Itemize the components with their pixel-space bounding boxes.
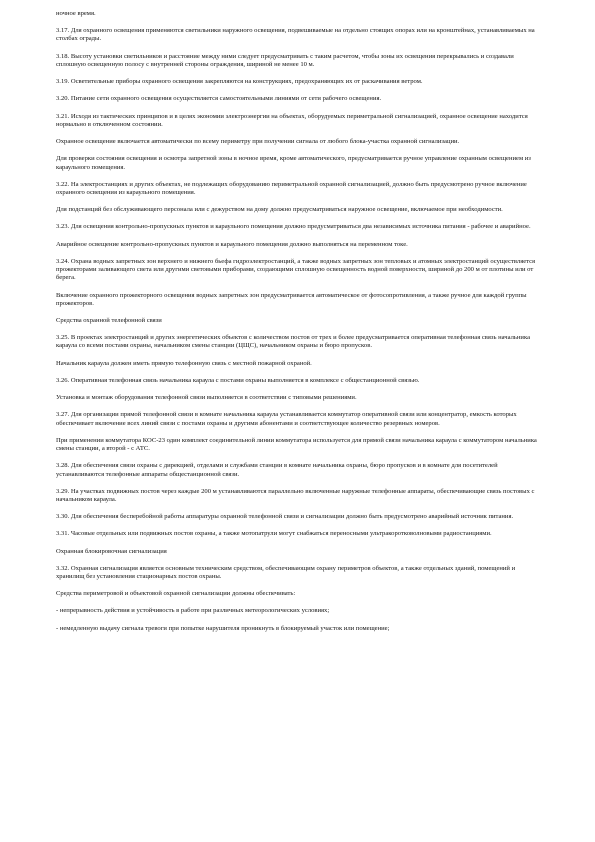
paragraph-3-29: 3.29. На участках подвижных постов через каждые 200 м устанавливаются параллельно включенные наружные телефонные аппараты, обеспечивающие связь постовых с начальником караула. bbox=[56, 487, 535, 503]
paragraph-3-24: 3.24. Охрана водных запретных зон верхнего и нижнего бьефа гидроэлектростанций, а также водных запретных зон тепловых и атомных электростанций осуществляется прожекторами заливающего света или другими световыми приборами, создающими сплошную освещенность водной поверхности, шириной до 200 м от плотины или от берега. bbox=[56, 257, 536, 282]
section-heading-alarm: Охранная блокировочная сигнализация bbox=[56, 547, 167, 555]
paragraph-3-32: 3.32. Охранная сигнализация является основным техническим средством, обеспечивающим охрану периметров объектов, а также отдельных зданий, помещений и хранилищ без установления стационарных постов охраны. bbox=[56, 564, 516, 581]
paragraph-3-22: 3.22. На электростанциях и других объектах, не подлежащих оборудованию периметральной охранной сигнализацией, должно быть предусмотрено ручное включение охранного освещения из караульного помещения. bbox=[56, 180, 527, 196]
paragraph-kos-23: При применении коммутатора КОС-23 один комплект соединительной линии коммутатора используется для прямой связи начальника караула с коммутатором начальника смены станции, а второй - с АТС. bbox=[56, 436, 537, 453]
list-item: - немедленную выдачу сигнала тревоги при попытке нарушителя проникнуть в блокируемый участок или помещение; bbox=[56, 624, 390, 632]
paragraph-installation: Установка и монтаж оборудования телефонной связи выполняется в соответствии с типовыми решениями. bbox=[56, 394, 357, 402]
paragraph-manual-control: Для проверки состояния освещения и осмотра запретной зоны в ночное время, кроме автоматического, предусматривается ручное управление охранным освещением из караульного помещения. bbox=[56, 155, 531, 171]
paragraph-emergency-lighting: Аварийное освещение контрольно-пропускных пунктов и караульного помещения должно выполняться на переменном токе. bbox=[56, 240, 408, 248]
paragraph-3-23: 3.23. Для освещения контрольно-пропускных пунктов и караульного помещения должно предусматриваться два независимых источника питания - рабочее и аварийное. bbox=[56, 223, 531, 231]
paragraph-3-30: 3.30. Для обеспечения бесперебойной работы аппаратуры охранной телефонной связи и сигнализации должно быть предусмотрено аварийный источник питания. bbox=[56, 513, 514, 521]
paragraph-3-27: 3.27. Для организации прямой телефонной связи в комнате начальника караула устанавливается коммутатор оперативной связи или концентратор, емкость которых обеспечивает включение всех линий связи с постами охраны и другими абонентами и соответствующее количество резервных номеров. bbox=[56, 411, 517, 427]
paragraph-3-20: 3.20. Питание сети охранного освещения осуществляется самостоятельными линиями от сети рабочего освещения. bbox=[56, 95, 382, 103]
paragraph-fire-link: Начальник караула должен иметь прямую телефонную связь с местной пожарной охраной. bbox=[56, 359, 312, 367]
paragraph-auto-switching: Охранное освещение включается автоматически по всему периметру при получении сигнала от любого блока-участка охранной сигнализации. bbox=[56, 138, 460, 146]
paragraph-continuation: ночное время. bbox=[56, 10, 96, 17]
paragraph-3-18: 3.18. Высоту установки светильников и расстояние между ними следует предусматривать с таким расчетом, чтобы зоны их освещения перекрывались и создавали сплошную освещенную полосу с внутренней стороны ограждения, шириной не менее 10 м. bbox=[56, 52, 514, 68]
paragraph-3-17: 3.17. Для охранного освещения применяются светильники наружного освещения, подвешиваемые на отдельно стоящих опорах или на кронштейнах, устанавливаемых на столбах ограды. bbox=[56, 27, 535, 43]
paragraph-substations: Для подстанций без обслуживающего персонала или с дежурством на дому должно предусматриваться наружное освещение, включаемое при необходимости. bbox=[56, 206, 503, 214]
section-heading-telephone: Средства охранной телефонной связи bbox=[56, 317, 162, 324]
paragraph-3-26: 3.26. Оперативная телефонная связь начальника караула с постами охраны выполняется в комплексе с общестанционной связью. bbox=[56, 376, 420, 384]
paragraph-3-31: 3.31. Часовые отдельных или подвижных постов охраны, а также мотопатрули могут снабжаться переносными ультракоротковолновыми радиостанциями. bbox=[56, 530, 492, 538]
paragraph-requirements-intro: Средства периметровой и объектовой охранной сигнализации должны обеспечивать: bbox=[56, 590, 296, 598]
paragraph-floodlight-switching: Включение охранного прожекторного освещения водных запретных зон предусматривается автоматическое от фотосопротивления, а также ручное для каждой группы прожекторов. bbox=[56, 291, 527, 307]
document-page bbox=[56, 10, 538, 642]
paragraph-3-28: 3.28. Для обеспечения связи охраны с дирекцией, отделами и службами станции в комнате начальника охраны, бюро пропусков и в комнате для посетителей устанавливаются телефонные аппараты общестанционной связи. bbox=[56, 462, 498, 478]
paragraph-3-19: 3.19. Осветительные приборы охранного освещения закрепляются на конструкциях, предохраняющих их от раскачивания ветром. bbox=[56, 78, 423, 86]
paragraph-3-21: 3.21. Исходя из тактических принципов и в целях экономии электроэнергии на объектах, оборудуемых периметральной сигнализацией, охранное освещение находится нормально в отключенном состоянии. bbox=[56, 112, 528, 128]
paragraph-3-25: 3.25. В проектах электростанций и других энергетических объектов с количеством постов от трех и более предусматривается оперативная телефонная связь начальника караула со всеми постами охраны, начальником смены станции (ЦЩС), начальником охраны и бюро пропусков. bbox=[56, 334, 530, 350]
list-item: - непрерывность действия и устойчивость в работе при различных метеорологических условиях; bbox=[56, 607, 330, 615]
